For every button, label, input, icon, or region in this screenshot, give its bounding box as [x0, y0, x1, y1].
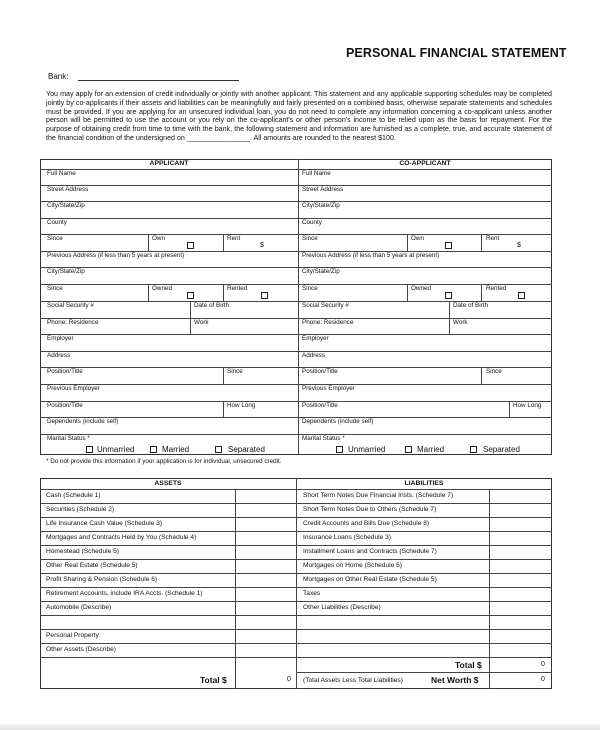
coapplicant-position2-label: Position/Title [302, 402, 338, 409]
page-bottom-edge [0, 724, 600, 730]
col-line [449, 301, 450, 334]
coapplicant-work-label: Work [453, 319, 468, 326]
applicant-full-name-label: Full Name [47, 170, 76, 177]
applicant-unmarried-label: Unmarried [97, 445, 135, 454]
applicant-own-label: Own [152, 235, 165, 242]
asset-item: Automobile (Describe) [46, 604, 112, 611]
coapplicant-rent-label: Rent [486, 235, 500, 242]
coapplicant-prev-employer-label: Previous Employer [302, 385, 355, 392]
row-line [40, 615, 552, 616]
asset-item: Life Insurance Cash Value (Schedule 3) [46, 520, 163, 527]
asset-item: Securities (Schedule 2) [46, 506, 115, 513]
liabilities-total-value: 0 [541, 661, 545, 668]
liability-item: Mortgages on Other Real Estate (Schedule 5) [303, 576, 437, 583]
col-line [223, 401, 224, 417]
marital-footnote: * Do not provide this information if your application is for individual, unsecured credit. [46, 458, 282, 465]
coapplicant-ssn-label: Social Security # [302, 302, 349, 309]
row-line [40, 657, 552, 658]
col-line [148, 284, 149, 301]
liabilities-amount-col [489, 489, 490, 689]
row-line [40, 318, 552, 319]
row-line [40, 169, 552, 170]
applicant-separated-checkbox[interactable] [215, 446, 222, 453]
row-line [40, 629, 552, 630]
applicant-position2-label: Position/Title [47, 402, 83, 409]
bank-label: Bank: [48, 72, 69, 81]
applicant-header: APPLICANT [149, 160, 189, 167]
coapplicant-owned-label: Owned [411, 285, 431, 292]
coapplicant-position-label: Position/Title [302, 368, 338, 375]
page-title: PERSONAL FINANCIAL STATEMENT [346, 46, 567, 60]
col-line [190, 301, 191, 334]
coapplicant-phone-label: Phone: Residence [302, 319, 354, 326]
coapplicant-address-label: Address [302, 352, 326, 359]
liabilities-header: LIABILITIES [404, 480, 444, 487]
col-line [223, 234, 224, 251]
applicant-phone-label: Phone: Residence [47, 319, 99, 326]
asset-item: Mortgages and Contracts Held by You (Schedule 4) [46, 534, 197, 541]
applicant-separated-label: Separated [228, 445, 265, 454]
asset-item: Personal Property [46, 632, 99, 639]
coapplicant-prev-address-label: Previous Address (if less than 5 years at present) [302, 252, 440, 259]
intro-paragraph: You may apply for an extension of credit individually or jointly with another applicant. This statement and any applicable supporting schedules may be completed jointly by co-applicants if their assets and liabilities can be meaningfully and fairly presented on a combined basis, otherwise separate statements and schedules must be provided. If you are applying for an unsecured individual loan, you do not need to complete any information concerning a co-applicant unless another person will be permitted to use the account or you rely on the co-applicant's or other person's income to be relied upon as the basis for repayment. For the purpose of obtaining credit from time to time with the bank, the following statement and information are furnished as a complete, true, and accurate statement of the financial condition of the undersigned on ________________. All amounts are rounded to the nearest $100. [46, 90, 552, 142]
row-line [40, 401, 552, 402]
row-line [40, 351, 552, 352]
row-line [40, 218, 552, 219]
applicant-prev-employer-label: Previous Employer [47, 385, 100, 392]
coapplicant-employer-label: Employer [302, 335, 329, 342]
applicant-since3-label: Since [227, 368, 243, 375]
applicant-city2-label: City/State/Zip [47, 268, 85, 275]
row-line [40, 267, 552, 268]
coapplicant-unmarried-label: Unmarried [348, 445, 386, 454]
applicant-rent-label: Rent [227, 235, 241, 242]
applicant-own-checkbox[interactable] [187, 242, 194, 249]
coapplicant-since3-label: Since [486, 368, 502, 375]
row-line [40, 503, 552, 504]
coapplicant-separated-checkbox[interactable] [470, 446, 477, 453]
coapplicant-since-label: Since [302, 235, 318, 242]
coapplicant-rented-label: Rented [486, 285, 507, 292]
coapplicant-street-label: Street Address [302, 186, 344, 193]
assets-total-label: Total $ [200, 675, 227, 685]
row-line [40, 643, 552, 644]
applicant-unmarried-checkbox[interactable] [86, 446, 93, 453]
coapplicant-dob-label: Date of Birth [453, 302, 488, 309]
coapplicant-married-label: Married [417, 445, 445, 454]
applicant-employer-label: Employer [47, 335, 74, 342]
row-line [40, 573, 552, 574]
row-line [40, 587, 552, 588]
net-worth-label: Net Worth $ [431, 675, 479, 685]
applicant-dob-label: Date of Birth [194, 302, 229, 309]
col-line [481, 367, 482, 384]
coapplicant-header: CO-APPLICANT [399, 160, 451, 167]
row-line [40, 201, 552, 202]
row-line [40, 384, 552, 385]
coapplicant-married-checkbox[interactable] [405, 446, 412, 453]
row-line [296, 672, 552, 673]
coapplicant-owned-checkbox[interactable] [445, 292, 452, 299]
coapplicant-own-checkbox[interactable] [445, 242, 452, 249]
row-line [40, 284, 552, 285]
bank-input-line[interactable] [78, 80, 239, 81]
liability-item: Taxes [303, 590, 321, 597]
row-line [40, 601, 552, 602]
liability-item: Short Term Notes Due Financial Insts. (Schedule 7) [303, 492, 454, 499]
asset-item: Cash (Schedule 1) [46, 492, 101, 499]
applicant-rent-dollar: $ [260, 242, 264, 249]
net-worth-value: 0 [541, 676, 545, 683]
liability-item: Credit Accounts and Bills Due (Schedule 8) [303, 520, 430, 527]
liabilities-total-label: Total $ [455, 660, 482, 670]
coapplicant-how-long-label: How Long [513, 402, 542, 409]
liability-item: Mortgages on Home (Schedule 5) [303, 562, 402, 569]
coapplicant-full-name-label: Full Name [302, 170, 331, 177]
applicant-city-label: City/State/Zip [47, 202, 85, 209]
asset-item: Retirement Accounts, include IRA Accts. (Schedule 1) [46, 590, 203, 597]
coapplicant-own-label: Own [411, 235, 424, 242]
liability-item: Short Term Notes Due to Others (Schedule 7) [303, 506, 437, 513]
col-line [407, 284, 408, 301]
applicant-position-label: Position/Title [47, 368, 83, 375]
col-line [407, 234, 408, 251]
applicant-address-label: Address [47, 352, 71, 359]
center-divider [298, 159, 299, 455]
coapplicant-separated-label: Separated [483, 445, 520, 454]
row-line [40, 434, 552, 435]
applicant-owned-checkbox[interactable] [187, 292, 194, 299]
applicant-since2-label: Since [47, 285, 63, 292]
applicant-dependents-label: Dependents (include self) [47, 418, 119, 425]
coapplicant-city-label: City/State/Zip [302, 202, 340, 209]
applicant-prev-address-label: Previous Address (if less than 5 years at present) [47, 252, 185, 259]
assets-amount-col [235, 489, 236, 689]
coapplicant-rented-checkbox[interactable] [518, 292, 525, 299]
applicant-work-label: Work [194, 319, 209, 326]
applicant-married-checkbox[interactable] [150, 446, 157, 453]
asset-item: Homestead (Schedule 5) [46, 548, 119, 555]
coapplicant-since2-label: Since [302, 285, 318, 292]
applicant-county-label: County [47, 219, 67, 226]
applicant-owned-label: Owned [152, 285, 172, 292]
applicant-since-label: Since [47, 235, 63, 242]
applicant-rented-label: Rented [227, 285, 248, 292]
applicant-rented-checkbox[interactable] [261, 292, 268, 299]
liability-item: Other Liabilities (Describe) [303, 604, 381, 611]
coapplicant-county-label: County [302, 219, 322, 226]
col-line [148, 234, 149, 251]
row-line [40, 367, 552, 368]
applicant-married-label: Married [162, 445, 190, 454]
asset-item: Other Real Estate (Schedule 5) [46, 562, 138, 569]
liability-item: Insurance Loans (Schedule 3) [303, 534, 391, 541]
assets-header: ASSETS [154, 480, 182, 487]
assets-total-value: 0 [287, 676, 291, 683]
row-line [40, 517, 552, 518]
row-line [40, 559, 552, 560]
col-line [223, 367, 224, 384]
coapplicant-rent-dollar: $ [517, 242, 521, 249]
col-line [223, 284, 224, 301]
applicant-ssn-label: Social Security # [47, 302, 94, 309]
applicant-how-long-label: How Long [227, 402, 256, 409]
asset-item: Profit Sharing & Pension (Schedule 6) [46, 576, 158, 583]
col-line [481, 284, 482, 301]
row-line [40, 334, 552, 335]
col-line [509, 401, 510, 417]
row-line [40, 185, 552, 186]
row-line [40, 489, 552, 490]
col-line [481, 234, 482, 251]
coapplicant-dependents-label: Dependents (include self) [302, 418, 374, 425]
row-line [40, 531, 552, 532]
net-worth-note: (Total Assets Less Total Liabilities) [303, 677, 403, 684]
coapplicant-city2-label: City/State/Zip [302, 268, 340, 275]
row-line [40, 234, 552, 235]
applicant-street-label: Street Address [47, 186, 89, 193]
row-line [40, 545, 552, 546]
applicant-marital-label: Marital Status * [47, 435, 90, 442]
coapplicant-unmarried-checkbox[interactable] [336, 446, 343, 453]
coapplicant-marital-label: Marital Status * [302, 435, 345, 442]
liability-item: Installment Loans and Contracts (Schedule 7) [303, 548, 437, 555]
asset-item: Other Assets (Describe) [46, 646, 116, 653]
